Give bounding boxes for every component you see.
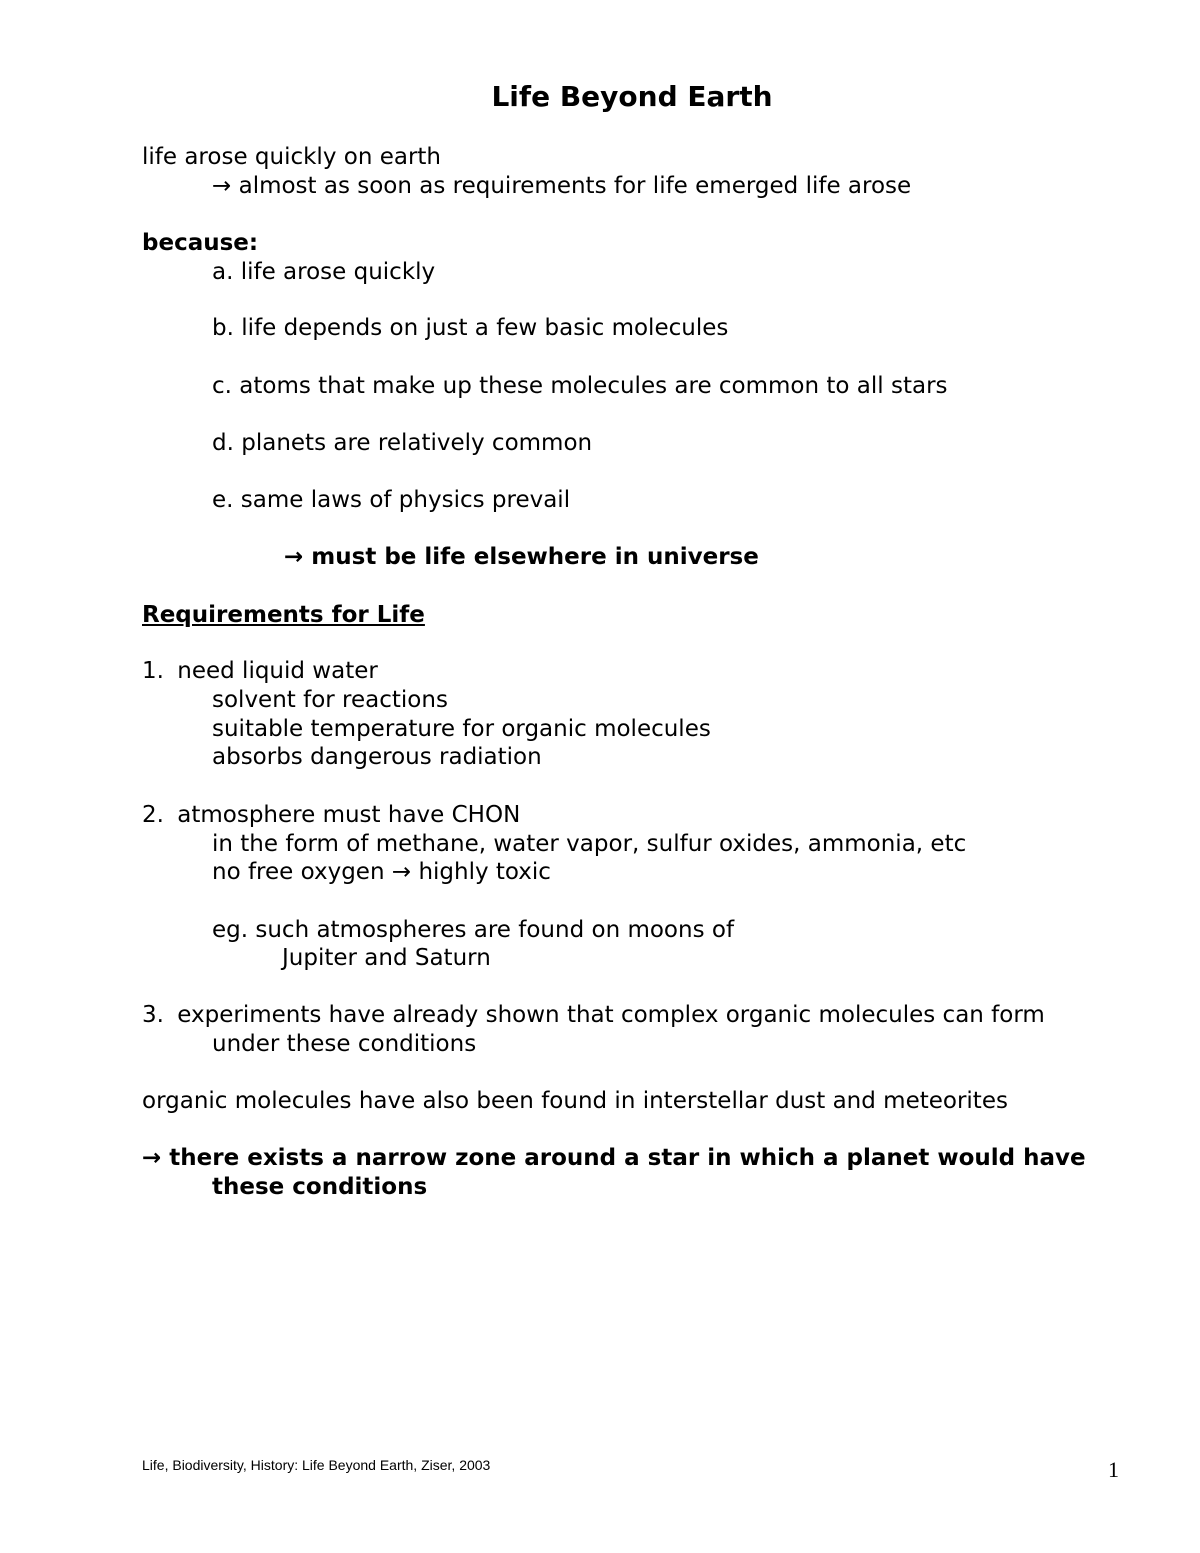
list-marker: d. (212, 430, 234, 456)
because-item-b (212, 314, 728, 343)
conclusion-text: must be life elsewhere in universe (311, 544, 759, 570)
page-title: Life Beyond Earth (491, 80, 773, 113)
right-arrow-icon: → (284, 544, 304, 570)
intro-arrow-line (212, 172, 911, 201)
list-item-text: life arose quickly (240, 259, 436, 285)
requirement-item-2 (142, 801, 520, 830)
final-text: there exists a narrow zone around a star in which a planet would have (169, 1145, 1086, 1171)
because-item-d (212, 429, 592, 458)
right-arrow-icon: → (391, 859, 412, 885)
because-item-e (212, 486, 570, 515)
list-item-text: planets are relatively common (241, 430, 593, 456)
final-statement (142, 1144, 1086, 1173)
page-number: 1 (1108, 1457, 1119, 1482)
requirement-sub: suitable temperature for organic molecules (212, 716, 711, 742)
list-item-text: same laws of physics prevail (240, 487, 571, 513)
list-marker: c. (212, 373, 232, 399)
because-item-c (212, 372, 948, 401)
list-item-text: atoms that make up these molecules are common to all stars (239, 373, 948, 399)
because-conclusion (284, 543, 759, 572)
final-statement-cont: these conditions (212, 1174, 428, 1200)
requirement-sub: in the form of methane, water vapor, sulfur oxides, ammonia, etc (212, 831, 967, 857)
footer-citation: Life, Biodiversity, History: Life Beyond Earth, Ziser, 2003 (142, 1457, 491, 1473)
sub-text: no free oxygen (212, 859, 385, 885)
example-line: Jupiter and Saturn (282, 945, 491, 971)
requirements-heading: Requirements for Life (142, 602, 425, 628)
because-item-a (212, 258, 435, 287)
list-item-text: atmosphere must have CHON (177, 802, 521, 828)
example-line: eg. such atmospheres are found on moons of (212, 917, 735, 943)
requirement-item-1 (142, 657, 378, 686)
list-item-text: life depends on just a few basic molecules (241, 315, 729, 341)
list-item-text: need liquid water (177, 658, 378, 684)
list-marker: e. (212, 487, 234, 513)
requirement-sub-arrow (212, 858, 551, 887)
right-arrow-icon: → (212, 173, 232, 199)
sub-text: highly toxic (418, 859, 551, 885)
because-heading: because: (142, 230, 259, 256)
requirement-sub: absorbs dangerous radiation (212, 744, 542, 770)
requirement-sub: under these conditions (212, 1031, 477, 1057)
list-marker: 3. (142, 1002, 164, 1028)
list-marker: 2. (142, 802, 164, 828)
list-marker: b. (212, 315, 234, 341)
intro-arrow-text: almost as soon as requirements for life emerged life arose (238, 173, 912, 199)
intro-line: life arose quickly on earth (142, 144, 441, 170)
right-arrow-icon: → (142, 1145, 162, 1171)
list-marker: 1. (142, 658, 164, 684)
list-item-text: experiments have already shown that complex organic molecules can form (177, 1002, 1045, 1028)
requirement-item-3 (142, 1001, 1045, 1030)
requirement-sub: solvent for reactions (212, 687, 448, 713)
list-marker: a. (212, 259, 234, 285)
organic-note: organic molecules have also been found in interstellar dust and meteorites (142, 1088, 1008, 1114)
